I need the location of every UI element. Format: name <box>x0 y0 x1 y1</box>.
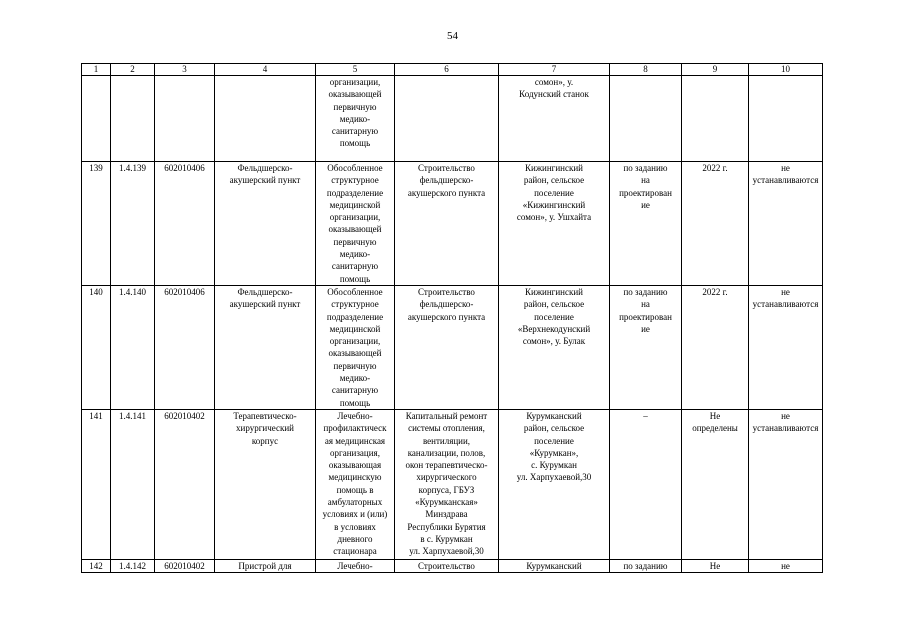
cell-object-purpose <box>316 162 395 286</box>
cell-line: ул. Харпухаевой,30 <box>516 472 592 483</box>
cell-line: Терапевтическо- <box>233 410 297 421</box>
column-header-3: 3 <box>155 64 215 76</box>
cell-object-code <box>155 76 215 162</box>
cell-object-code <box>155 409 215 559</box>
cell-item-code <box>111 559 155 572</box>
cell-line: 142 <box>89 560 103 571</box>
cell-zones <box>749 76 823 162</box>
cell-object-purpose <box>316 559 395 572</box>
cell-line: 1.4.142 <box>119 560 146 571</box>
cell-line: санитарную <box>331 126 379 137</box>
cell-line: корпус <box>251 435 279 446</box>
cell-line: условиях и (или) <box>322 509 388 520</box>
cell-line: медицинской <box>329 199 381 210</box>
cell-line: район, сельское <box>523 423 585 434</box>
cell-line: фельдшерско- <box>419 299 474 310</box>
cell-line: Кижингинский <box>525 286 583 297</box>
cell-line: организации, <box>329 212 381 223</box>
table-row <box>82 285 823 409</box>
cell-deadline <box>682 162 749 286</box>
cell-line: Не <box>709 560 721 571</box>
cell-line: организации, <box>329 77 381 87</box>
cell-line: медицинскую <box>328 472 382 483</box>
cell-line: определены <box>692 423 738 434</box>
table-header-row <box>82 64 823 76</box>
cell-row-number <box>82 162 111 286</box>
cell-line: 141 <box>89 410 103 421</box>
cell-item-code <box>111 409 155 559</box>
cell-line: в с. Курумкан <box>420 533 473 544</box>
cell-works <box>395 162 499 286</box>
cell-object-code <box>155 559 215 572</box>
cell-line: не <box>781 286 790 297</box>
column-header-2: 2 <box>111 64 155 76</box>
cell-line: 602010406 <box>164 286 205 297</box>
column-header-8: 8 <box>610 64 682 76</box>
cell-line: по заданию <box>623 163 668 173</box>
cell-deadline <box>682 559 749 572</box>
cell-deadline <box>682 76 749 162</box>
cell-location <box>499 559 610 572</box>
cell-object-purpose <box>316 76 395 162</box>
cell-object-code <box>155 285 215 409</box>
cell-line: Курумканский <box>526 560 582 571</box>
cell-line: Республики Бурятия <box>407 521 486 532</box>
cell-line: окон терапевтическо- <box>405 460 488 471</box>
cell-row-number <box>82 76 111 162</box>
cell-line: проектирован <box>619 311 672 322</box>
table-row <box>82 76 823 162</box>
cell-line: Строительство <box>418 560 475 571</box>
cell-zones <box>749 162 823 286</box>
cell-object-name <box>215 285 316 409</box>
column-header-9: 9 <box>682 64 749 76</box>
cell-line: структурное <box>331 299 379 310</box>
cell-line: организации, <box>329 336 381 347</box>
cell-line: «Кижингинский <box>522 199 586 210</box>
cell-line: по заданию <box>623 560 668 571</box>
cell-zones <box>749 285 823 409</box>
cell-line: помощь <box>339 397 371 408</box>
cell-line: санитарную <box>331 261 379 272</box>
cell-line: поселение <box>534 435 574 446</box>
cell-location <box>499 76 610 162</box>
cell-line: 140 <box>89 286 103 297</box>
cell-line: сомон», у. Ушхайта <box>516 212 592 223</box>
column-header-1: 1 <box>82 64 111 76</box>
cell-line: по заданию <box>623 286 668 297</box>
cell-line: санитарную <box>331 385 379 396</box>
cell-line: медико- <box>339 249 371 260</box>
cell-line: Строительство <box>418 163 475 173</box>
cell-line: – <box>643 410 648 421</box>
cell-line: с. Курумкан <box>531 460 577 471</box>
cell-zones <box>749 559 823 572</box>
cell-line: Фельдшерско- <box>237 286 293 297</box>
cell-line: проектирован <box>619 187 672 198</box>
cell-row-number <box>82 409 111 559</box>
cell-object-name <box>215 559 316 572</box>
cell-line: канализации, полов, <box>407 447 486 458</box>
cell-line: сомон», у. Булак <box>522 336 586 347</box>
cell-line: ул. Харпухаевой,30 <box>409 546 484 557</box>
cell-location <box>499 285 610 409</box>
cell-line: 602010406 <box>164 163 205 173</box>
cell-line: Не <box>709 410 721 421</box>
cell-object-name <box>215 409 316 559</box>
cell-object-purpose <box>316 285 395 409</box>
cell-object-name <box>215 162 316 286</box>
cell-line: профилактическ <box>323 423 387 434</box>
cell-line: Пристрой для <box>238 560 292 571</box>
cell-line: оказывающая <box>328 460 382 471</box>
cell-line: медико- <box>339 373 371 384</box>
cell-zones <box>749 409 823 559</box>
table-row <box>82 162 823 286</box>
cell-line: 139 <box>89 163 103 173</box>
cell-line: системы отопления, <box>408 423 485 434</box>
cell-line: оказывающей <box>328 89 382 100</box>
cell-line: ие <box>641 323 650 334</box>
cell-line: 2022 г. <box>702 163 728 173</box>
table-row <box>82 559 823 572</box>
cell-line: 602010402 <box>164 560 205 571</box>
cell-capacity <box>610 76 682 162</box>
cell-object-name <box>215 76 316 162</box>
cell-item-code <box>111 285 155 409</box>
cell-line: на <box>641 299 650 310</box>
cell-line: первичную <box>333 236 377 247</box>
cell-line: район, сельское <box>523 175 585 186</box>
cell-line: в условиях <box>334 521 376 532</box>
cell-line: устанавливаются <box>752 175 819 186</box>
table-row <box>82 409 823 559</box>
cell-line: ая медицинская <box>324 435 386 446</box>
cell-row-number <box>82 559 111 572</box>
cell-line: поселение <box>534 187 574 198</box>
cell-location <box>499 409 610 559</box>
column-header-6: 6 <box>395 64 499 76</box>
cell-line: не <box>781 163 790 173</box>
cell-line: поселение <box>534 311 574 322</box>
cell-line: корпуса, ГБУЗ <box>418 484 475 495</box>
cell-line: на <box>641 175 650 186</box>
cell-line: подразделение <box>326 187 384 198</box>
cell-line: ие <box>641 199 650 210</box>
column-header-5: 5 <box>316 64 395 76</box>
cell-capacity <box>610 162 682 286</box>
cell-line: Кодунский станок <box>519 89 589 100</box>
cell-line: помощь <box>339 273 371 284</box>
cell-capacity <box>610 285 682 409</box>
cell-line: 1.4.140 <box>119 286 146 297</box>
cell-line: хирургического <box>416 472 477 483</box>
cell-line: акушерский пункт <box>229 175 301 186</box>
objects-table <box>81 63 823 573</box>
cell-line: 1.4.141 <box>119 410 146 421</box>
cell-line: район, сельское <box>523 299 585 310</box>
cell-line: подразделение <box>326 311 384 322</box>
column-header-4: 4 <box>215 64 316 76</box>
cell-row-number <box>82 285 111 409</box>
cell-line: «Верхнекодунский <box>517 323 591 334</box>
cell-object-purpose <box>316 409 395 559</box>
cell-line: фельдшерско- <box>419 175 474 186</box>
cell-line: «Курумканская» <box>415 497 478 508</box>
cell-line: Лечебно- <box>337 410 373 421</box>
cell-line: Минздрава <box>425 509 468 520</box>
cell-line: вентиляции, <box>422 435 471 446</box>
cell-line: хирургический <box>236 423 294 434</box>
cell-object-code <box>155 162 215 286</box>
cell-line: не <box>781 560 790 571</box>
cell-works <box>395 409 499 559</box>
cell-works <box>395 559 499 572</box>
cell-line: Капитальный ремонт <box>405 410 488 421</box>
cell-line: акушерского пункта <box>407 311 486 322</box>
cell-line: 1.4.139 <box>119 163 146 173</box>
cell-line: помощь <box>339 138 371 149</box>
cell-line: стационара <box>333 546 377 557</box>
column-header-10: 10 <box>749 64 823 76</box>
cell-line: помощь в <box>336 484 374 495</box>
cell-item-code <box>111 76 155 162</box>
cell-line: первичную <box>333 101 377 112</box>
cell-line: дневного <box>337 533 373 544</box>
column-header-7: 7 <box>499 64 610 76</box>
cell-line: структурное <box>331 175 379 186</box>
cell-works <box>395 76 499 162</box>
cell-line: первичную <box>333 360 377 371</box>
cell-line: сомон», у. <box>534 77 574 87</box>
cell-works <box>395 285 499 409</box>
cell-line: амбулаторных <box>327 497 383 508</box>
cell-line: медицинской <box>329 323 381 334</box>
cell-line: Лечебно- <box>337 560 373 571</box>
cell-line: Курумканский <box>526 410 582 421</box>
cell-capacity <box>610 559 682 572</box>
cell-capacity <box>610 409 682 559</box>
cell-line: оказывающей <box>328 224 382 235</box>
cell-line: Строительство <box>418 286 475 297</box>
cell-line: оказывающей <box>328 348 382 359</box>
cell-line: акушерского пункта <box>407 187 486 198</box>
cell-line: Фельдшерско- <box>237 163 293 173</box>
cell-item-code <box>111 162 155 286</box>
cell-line: акушерский пункт <box>229 299 301 310</box>
cell-deadline <box>682 285 749 409</box>
cell-location <box>499 162 610 286</box>
cell-line: Обособленное <box>327 163 383 173</box>
cell-line: «Курумкан», <box>529 447 579 458</box>
cell-line: медико- <box>339 113 371 124</box>
cell-deadline <box>682 409 749 559</box>
cell-line: устанавливаются <box>752 299 819 310</box>
cell-line: устанавливаются <box>752 423 819 434</box>
cell-line: 602010402 <box>164 410 205 421</box>
page-number: 54 <box>447 30 458 42</box>
cell-line: организация, <box>330 447 380 458</box>
cell-line: Обособленное <box>327 286 383 297</box>
cell-line: 2022 г. <box>702 286 728 297</box>
cell-line: не <box>781 410 790 421</box>
cell-line: Кижингинский <box>525 163 583 173</box>
